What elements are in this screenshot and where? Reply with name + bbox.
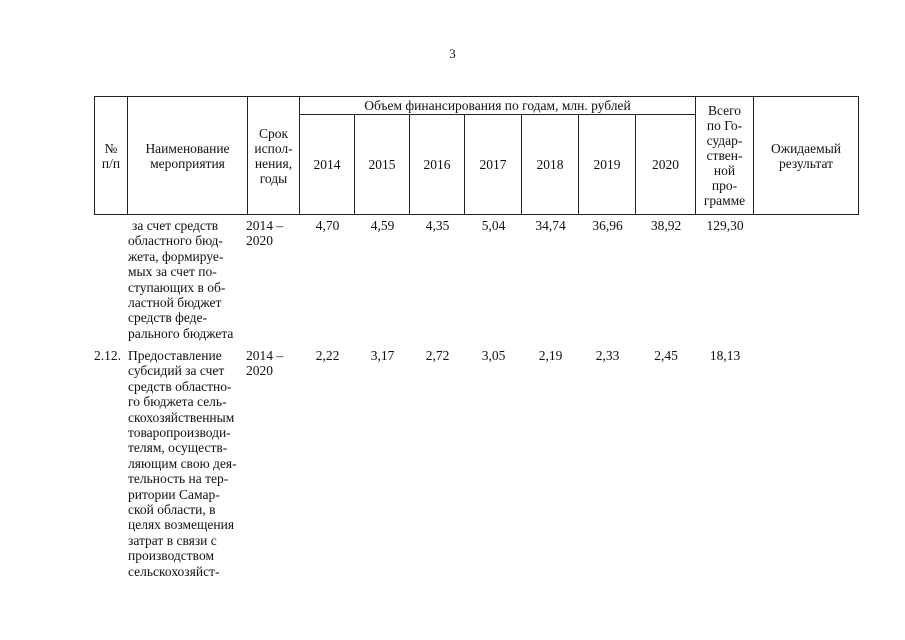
- value-2014: 2,22: [315, 348, 340, 363]
- header-year-2020: 2020: [636, 115, 696, 215]
- header-name: Наименование мероприятия: [128, 97, 248, 215]
- value-2017: 5,04: [481, 218, 506, 233]
- row-term: 2014 – 2020: [246, 218, 284, 249]
- header-year-2015: 2015: [355, 115, 410, 215]
- header-financing: Объем финансирования по годам, млн. рублей: [300, 97, 696, 115]
- value-2016: 2,72: [425, 348, 450, 363]
- header-year-2018: 2018: [522, 115, 579, 215]
- header-year-2014: 2014: [300, 115, 355, 215]
- value-2020: 38,92: [650, 218, 682, 233]
- header-term: Срок испол- нения, годы: [248, 97, 300, 215]
- header-year-2019: 2019: [579, 115, 636, 215]
- value-2015: 3,17: [370, 348, 395, 363]
- value-2018: 34,74: [535, 218, 566, 233]
- value-total: 18,13: [709, 348, 741, 363]
- value-total: 129,30: [706, 218, 744, 233]
- page-number: 3: [449, 46, 456, 61]
- header-result: Ожидаемый результат: [754, 97, 859, 215]
- row-name: Предоставление субсидий за счет средств областно- го бюджета сель- скохозяйственным товаропроизводи- телям, осуществ- ляющим свою дея- тельность на тер- ритории Самар- ской области, в целях возмещения затрат в связи с производством сельскохозяйст-: [128, 348, 237, 579]
- value-2016: 4,35: [425, 218, 450, 233]
- header-total: Всего по Го- судар- ствен- ной про- грамме: [696, 97, 754, 215]
- header-year-2017: 2017: [465, 115, 522, 215]
- row-number: 2.12.: [94, 348, 121, 363]
- row-term: 2014 – 2020: [246, 348, 284, 379]
- table-header: [94, 96, 859, 215]
- value-2014: 4,70: [315, 218, 340, 233]
- value-2019: 36,96: [592, 218, 623, 233]
- value-2020: 2,45: [654, 348, 678, 363]
- value-2018: 2,19: [538, 348, 563, 363]
- header-num: № п/п: [95, 97, 128, 215]
- value-2019: 2,33: [595, 348, 620, 363]
- header-year-2016: 2016: [410, 115, 465, 215]
- row-name: за счет средств областного бюд- жета, формируе- мых за счет по- ступающих в об- ластной бюджет средств феде- рального бюджета: [128, 218, 234, 341]
- value-2015: 4,59: [370, 218, 395, 233]
- value-2017: 3,05: [481, 348, 506, 363]
